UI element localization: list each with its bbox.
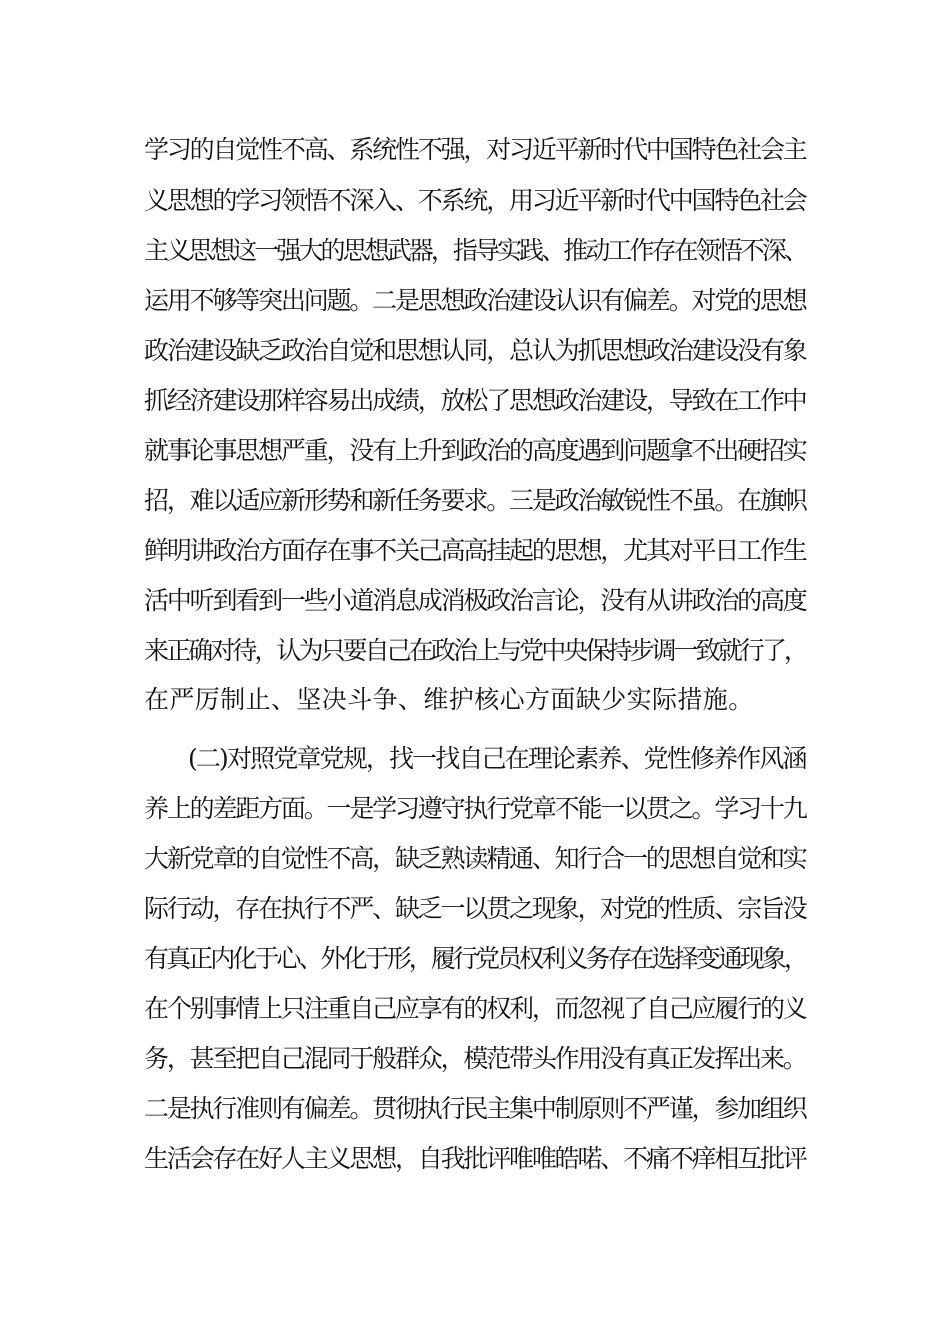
paragraph-1-line-3: 主义思想这一强大的思想武器，指导实践、推动工作存在领悟不深、 [144, 236, 807, 265]
paragraph-1-line-11: 来正确对待，认为只要自己在政治上与党中央保持步调一致就行了， [144, 636, 807, 665]
paragraph-2-line-9: 生活会存在好人主义思想，自我批评唯唯皓喏、不痛不痒相互批评 [144, 1144, 806, 1173]
paragraph-1-line-10: 活中听到看到一些小道消息成消极政治言论，没有从讲政治的高度 [144, 586, 806, 615]
paragraph-1-line-6: 抓经济建设那样容易出成绩，放松了思想政治建设，导致在工作中 [144, 386, 806, 415]
paragraph-1-line-7: 就事论事思想严重，没有上升到政治的高度遇到问题拿不出硬招实 [144, 436, 806, 465]
paragraph-1-line-1: 学习的自觉性不高、系统性不强，对习近平新时代中国特色社会主 [144, 135, 806, 164]
paragraph-2-line-6: 在个别事情上只注重自己应享有的权利，而忽视了自己应履行的义 [144, 994, 806, 1023]
paragraph-2-line-1: (二)对照党章党规，找一找自己在理论素养、党性修养作风涵 [188, 744, 806, 773]
paragraph-1-line-9: 鲜明讲政治方面存在事不关己高高挂起的思想，尤其对平日工作生 [144, 536, 806, 565]
paragraph-2-line-2: 养上的差距方面。一是学习遵守执行党章不能一以贯之。学习十九 [144, 794, 806, 823]
paragraph-1-line-5: 政治建设缺乏政治自觉和思想认同，总认为抓思想政治建设没有象 [144, 336, 806, 365]
paragraph-2-line-3: 大新党章的自觉性不高，缺乏熟读精通、知行合一的思想自觉和实 [144, 844, 806, 873]
paragraph-2-line-7: 务，甚至把自己混同于般群众，模范带头作用没有真正发挥出来。 [144, 1044, 806, 1073]
paragraph-1-line-8: 招，难以适应新形势和新任务要求。三是政治敏锐性不虽。在旗帜 [144, 486, 806, 515]
paragraph-1-line-2: 义思想的学习领悟不深入、不系统，用习近平新时代中国特色社会 [144, 186, 806, 215]
paragraph-1-line-12: 在严厉制止、坚决斗争、维护核心方面缺少实际措施。 [144, 685, 754, 714]
paragraph-1-line-4: 运用不够等突出问题。二是思想政治建设认识有偏差。对党的思想 [144, 286, 806, 315]
paragraph-2-line-5: 有真正内化于心、外化于形，履行党员权利义务存在选择变通现象， [144, 944, 807, 973]
paragraph-2-line-8: 二是执行准则有偏差。贯彻执行民主集中制原则不严谨，参加组织 [144, 1094, 806, 1123]
paragraph-2-line-4: 际行动，存在执行不严、缺乏一以贯之现象，对党的性质、宗旨没 [144, 894, 806, 923]
